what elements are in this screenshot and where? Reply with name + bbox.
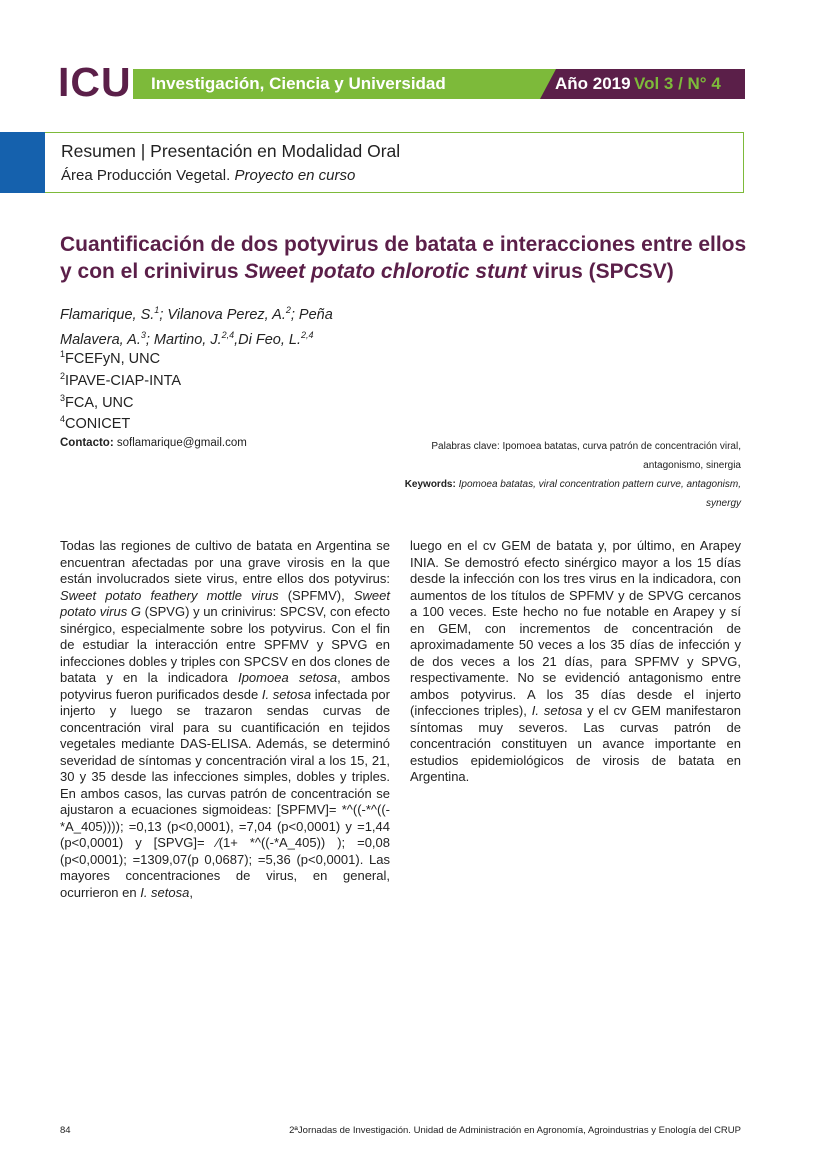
author: ,Di Feo, L.: [234, 331, 302, 348]
footer-text: 2ªJornadas de Investigación. Unidad de Administración en Agronomía, Agroindustrias y Enología del CRUP: [289, 1125, 741, 1136]
issue-year: Año 2019: [555, 74, 631, 93]
keywords-es-label: Palabras clave:: [431, 441, 500, 452]
title-text-end: virus (SPCSV): [526, 260, 674, 283]
author-sup: 2,4: [301, 329, 314, 340]
keywords-en-values: Ipomoea batatas, viral concentration pattern curve, antagonism, synergy: [458, 479, 741, 509]
keywords-es: [380, 437, 741, 475]
author-sup: 1: [154, 305, 160, 315]
issue-volume: Vol 3 / N° 4: [634, 74, 721, 93]
summary-area: [61, 167, 355, 184]
title-italic: Sweet potato chlorotic stunt: [244, 260, 527, 283]
affiliation: $^3$FCA, UNC: [60, 392, 134, 411]
body-column-left: Todas las regiones de cultivo de batata en Argentina se encuentran afectadas por una grave virosis en la que están involucrados siete virus, entre ellos dos potyvirus: Sweet potato feathery mottle virus (SPFMV), Sweet potato virus G (SPVG) y un crinivirus: SPCSV, con efecto sinérgico, especialmente sobre los potyvirus. Con el fin de estudiar la interacción entre SPFMV y SPVG en infecciones dobles y triples con SPCSV en dos clones de batata y en la indicadora Ipomoea setosa, ambos potyvirus fueron purificados desde I. setosa infectada por injerto y luego se trazaron sendas curvas de concentración viral para su cuantificación en tejidos vegetales mediante DAS-ELISA. Además, se determinó severidad de síntomas y concentración viral a los 15, 21, 30 y 35 desde las infecciones simples, dobles y triples. En ambos casos, las curvas patrón de concentración se ajustaron a ecuaciones sigmoideas: [SPFMV]= *^((-*^((-*A_405)))); =0,13 (p<0,0001), =7,04 (p<0,0001) y =1,44 (p<0,0001) y [SPVG]= ∕(1+ *^((-*A_405)) ); =0,08 (p<0,0001); =1309,07(p 0,0687); =5,36 (p<0,0001). Las mayores concentraciones de virus, en general, ocurrieron en I. setosa,: [60, 538, 391, 900]
section-marker: [0, 132, 45, 193]
paper-title: [60, 231, 760, 285]
affiliation: $^4$CONICET: [60, 414, 131, 433]
affiliation: $^2$IPAVE-CIAP-INTA: [60, 370, 182, 389]
body-column-right: luego en el cv GEM de batata y, por último, en Arapey INIA. Se demostró efecto sinérgico mayor a los 15 días desde la infección con los tres virus en la indicadora, con aumentos de los títulos de SPFMV y de SPVG cercanos a 100 veces. Este hecho no fue notable en Arapey y sí en GEM, con incrementos de concentración de aproximadamente 50 veces a los 35 días de infección y de dos veces a los 21 días, para SPFMV y SPVG, respectivamente. No se evidenció antagonismo entre ambos potyvirus. A los 35 días desde el injerto (infecciones triples), I. setosa y el cv GEM manifestaron síntomas muy severos. Las curvas patrón de concentración constituyen un avance importante en estudios epidemiológicos de virosis de batata en Argentina.: [410, 538, 741, 784]
keywords-en: [380, 475, 741, 513]
author: Flamarique, S.: [60, 306, 155, 323]
journal-logo: ICU: [58, 59, 132, 105]
summary-title: Resumen | Presentación en Modalidad Oral: [61, 141, 401, 161]
keywords-block: [380, 437, 741, 513]
keywords-en-label: Keywords:: [404, 479, 456, 490]
issue-bar: [540, 69, 745, 99]
project-status: Proyecto en curso: [234, 167, 356, 184]
author-sup: 3: [140, 329, 146, 340]
affiliation: $^1$FCEFyN, UNC: [60, 349, 161, 367]
contact-email[interactable]: soflamarique@gmail.com: [116, 437, 247, 449]
contact-line: [60, 437, 247, 449]
keywords-es-values: Ipomoea batatas, curva patrón de concentración viral, antagonismo, sinergia: [502, 441, 741, 471]
area-label: Área Producción Vegetal.: [61, 167, 231, 184]
author-list: [60, 300, 400, 350]
page-number: 84: [60, 1125, 71, 1136]
contact-label: Contacto:: [60, 437, 114, 449]
journal-name: Investigación, Ciencia y Universidad: [151, 74, 446, 93]
author-sup: 2: [285, 305, 291, 315]
journal-name-bar: [133, 69, 553, 99]
title-text: Cuantificación de dos potyvirus de batata e interacciones entre ellos y con el crinivirus: [60, 233, 747, 283]
author-sup: 2,4: [221, 329, 235, 340]
author: ; Vilanova Perez, A.: [159, 306, 286, 323]
bar-divider: [540, 69, 556, 99]
author: ; Peña Malavera, A.: [60, 306, 333, 348]
author: ; Martino, J.: [145, 331, 222, 348]
affiliation-list: [60, 346, 181, 433]
